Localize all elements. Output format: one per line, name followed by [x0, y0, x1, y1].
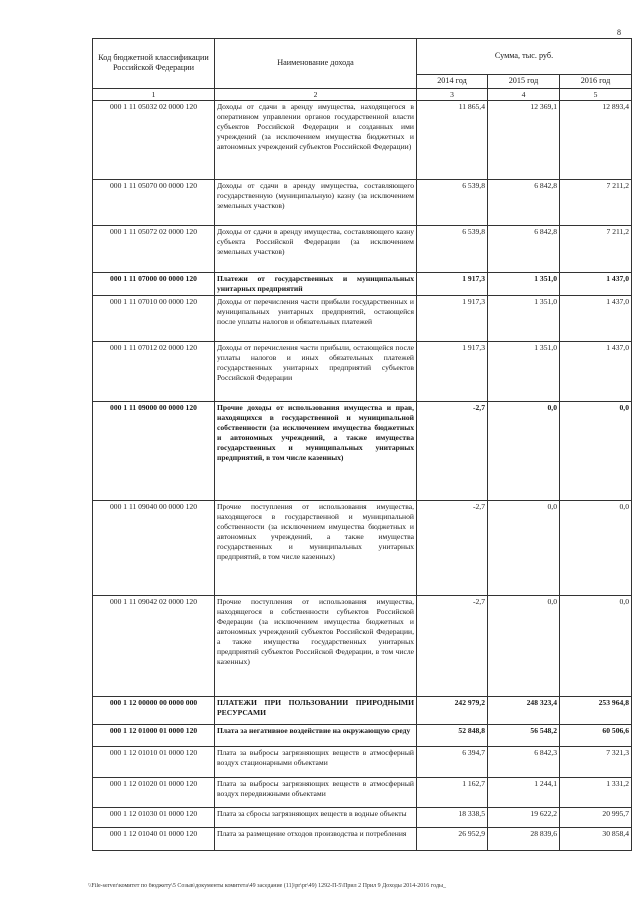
table-row [93, 747, 632, 778]
income-code: 000 1 11 05032 02 0000 120 [93, 101, 215, 180]
table-row [93, 808, 632, 828]
table-row [93, 596, 632, 697]
income-name: Доходы от перечисления части прибыли, остающейся после уплаты налогов и иных обязательных платежей государственных унитарных предприятий субъектов Российской Федерации [215, 342, 417, 402]
value-2016: 1 437,0 [560, 273, 632, 296]
header-year-2015: 2015 год [488, 75, 560, 89]
income-code: 000 1 11 07012 02 0000 120 [93, 342, 215, 402]
value-2014: 18 338,5 [417, 808, 488, 828]
header-year-2016: 2016 год [560, 75, 632, 89]
value-2014: -2,7 [417, 596, 488, 697]
value-2014: 6 539,8 [417, 180, 488, 226]
col-number: 2 [215, 88, 417, 101]
income-code: 000 1 11 09042 02 0000 120 [93, 596, 215, 697]
income-name: Плата за сбросы загрязняющих веществ в водные объекты [215, 808, 417, 828]
value-2015: 1 244,1 [488, 778, 560, 808]
income-code: 000 1 11 07000 00 0000 120 [93, 273, 215, 296]
income-name: Доходы от сдачи в аренду имущества, составляющего государственную (муниципальную) казну (за исключением земельных участков) [215, 180, 417, 226]
value-2016: 12 893,4 [560, 101, 632, 180]
income-code: 000 1 12 01000 01 0000 120 [93, 725, 215, 747]
value-2015: 6 842,3 [488, 747, 560, 778]
income-table [92, 38, 632, 851]
value-2016: 7 211,2 [560, 180, 632, 226]
income-name: Прочие поступления от использования имущества, находящегося в собственности субъектов Российской Федерации (за исключением имущества бюджетных и автономных учреждений субъектов Российской Федерации, а также имущества государственных унитарных предприятий субъектов Российской Федерации, в том числе казенных) [215, 596, 417, 697]
table-row [93, 296, 632, 342]
col-number: 1 [93, 88, 215, 101]
value-2016: 0,0 [560, 596, 632, 697]
income-code: 000 1 11 05070 00 0000 120 [93, 180, 215, 226]
value-2014: 11 865,4 [417, 101, 488, 180]
income-name: Доходы от сдачи в аренду имущества, находящегося в оперативном управлении органов государственной власти субъектов Российской Федерации и созданных ими учреждений (за исключением имущества бюджетных и автономных учреждений субъектов Российской Федерации) [215, 101, 417, 180]
table-row [93, 778, 632, 808]
table-row [93, 402, 632, 501]
value-2016: 7 321,3 [560, 747, 632, 778]
value-2014: 52 848,8 [417, 725, 488, 747]
value-2015: 56 548,2 [488, 725, 560, 747]
income-code: 000 1 12 01010 01 0000 120 [93, 747, 215, 778]
value-2014: 1 917,3 [417, 296, 488, 342]
table-row [93, 180, 632, 226]
value-2015: 28 839,6 [488, 828, 560, 851]
income-code: 000 1 12 01040 01 0000 120 [93, 828, 215, 851]
col-number: 5 [560, 88, 632, 101]
income-name: Прочие доходы от использования имущества и прав, находящихся в государственной и муниципальной собственности (за исключением имущества бюджетных и автономных учреждений, а также имущества государственных и муниципальных унитарных предприятий, в том числе казенных) [215, 402, 417, 501]
value-2016: 7 211,2 [560, 226, 632, 273]
col-number: 4 [488, 88, 560, 101]
income-code: 000 1 12 01030 01 0000 120 [93, 808, 215, 828]
income-name: Плата за размещение отходов производства и потребления [215, 828, 417, 851]
income-name: Плата за выбросы загрязняющих веществ в атмосферный воздух передвижными объектами [215, 778, 417, 808]
value-2015: 0,0 [488, 501, 560, 596]
value-2016: 1 437,0 [560, 296, 632, 342]
income-code: 000 1 11 05072 02 0000 120 [93, 226, 215, 273]
table-row [93, 828, 632, 851]
value-2014: -2,7 [417, 402, 488, 501]
value-2014: 1 162,7 [417, 778, 488, 808]
value-2014: 26 952,9 [417, 828, 488, 851]
value-2015: 1 351,0 [488, 342, 560, 402]
value-2016: 30 858,4 [560, 828, 632, 851]
table-row [93, 226, 632, 273]
header-name: Наименование дохода [215, 39, 417, 89]
income-code: 000 1 11 07010 00 0000 120 [93, 296, 215, 342]
value-2016: 0,0 [560, 501, 632, 596]
income-code: 000 1 11 09000 00 0000 120 [93, 402, 215, 501]
value-2014: 242 979,2 [417, 697, 488, 725]
value-2015: 1 351,0 [488, 273, 560, 296]
income-name: Плата за выбросы загрязняющих веществ в атмосферный воздух стационарными объектами [215, 747, 417, 778]
header-code: Код бюджетной классификации Российской Федерации [93, 39, 215, 89]
income-code: 000 1 12 00000 00 0000 000 [93, 697, 215, 725]
value-2015: 12 369,1 [488, 101, 560, 180]
value-2014: 1 917,3 [417, 342, 488, 402]
value-2015: 19 622,2 [488, 808, 560, 828]
income-name: ПЛАТЕЖИ ПРИ ПОЛЬЗОВАНИИ ПРИРОДНЫМИ РЕСУРСАМИ [215, 697, 417, 725]
value-2014: 1 917,3 [417, 273, 488, 296]
income-name: Платежи от государственных и муниципальных унитарных предприятий [215, 273, 417, 296]
income-name: Прочие поступления от использования имущества, находящегося в государственной и муниципальной собственности (за исключением имущества бюджетных и автономных учреждений, а также имущества государственных и муниципальных унитарных предприятий, в том числе казенных) [215, 501, 417, 596]
value-2015: 0,0 [488, 402, 560, 501]
value-2016: 60 506,6 [560, 725, 632, 747]
header-sum: Сумма, тыс. руб. [417, 39, 632, 75]
value-2016: 253 964,8 [560, 697, 632, 725]
table-row [93, 697, 632, 725]
value-2016: 1 437,0 [560, 342, 632, 402]
income-name: Плата за негативное воздействие на окружающую среду [215, 725, 417, 747]
table-row [93, 501, 632, 596]
value-2015: 6 842,8 [488, 180, 560, 226]
table-row [93, 725, 632, 747]
value-2014: 6 394,7 [417, 747, 488, 778]
value-2014: 6 539,8 [417, 226, 488, 273]
value-2016: 0,0 [560, 402, 632, 501]
income-code: 000 1 12 01020 01 0000 120 [93, 778, 215, 808]
col-number: 3 [417, 88, 488, 101]
page-number: 8 [617, 28, 621, 37]
income-name: Доходы от сдачи в аренду имущества, составляющего казну субъекта Российской Федерации (за исключением земельных участков) [215, 226, 417, 273]
value-2015: 0,0 [488, 596, 560, 697]
header-year-2014: 2014 год [417, 75, 488, 89]
value-2016: 20 995,7 [560, 808, 632, 828]
value-2016: 1 331,2 [560, 778, 632, 808]
file-path-footer: \\File-server\комитет по бюджету\5 Созыв\документы комитета\49 заседание (11)\pr\pr\49) 1292-П-5\Прил 2 Прил 9 Доходы 2014-2016 годы_ [88, 883, 447, 889]
value-2015: 248 323,4 [488, 697, 560, 725]
table-row [93, 101, 632, 180]
value-2014: -2,7 [417, 501, 488, 596]
value-2015: 6 842,8 [488, 226, 560, 273]
table-row [93, 273, 632, 296]
value-2015: 1 351,0 [488, 296, 560, 342]
income-name: Доходы от перечисления части прибыли государственных и муниципальных унитарных предприятий, остающейся после уплаты налогов и обязательных платежей [215, 296, 417, 342]
table-row [93, 342, 632, 402]
income-code: 000 1 11 09040 00 0000 120 [93, 501, 215, 596]
